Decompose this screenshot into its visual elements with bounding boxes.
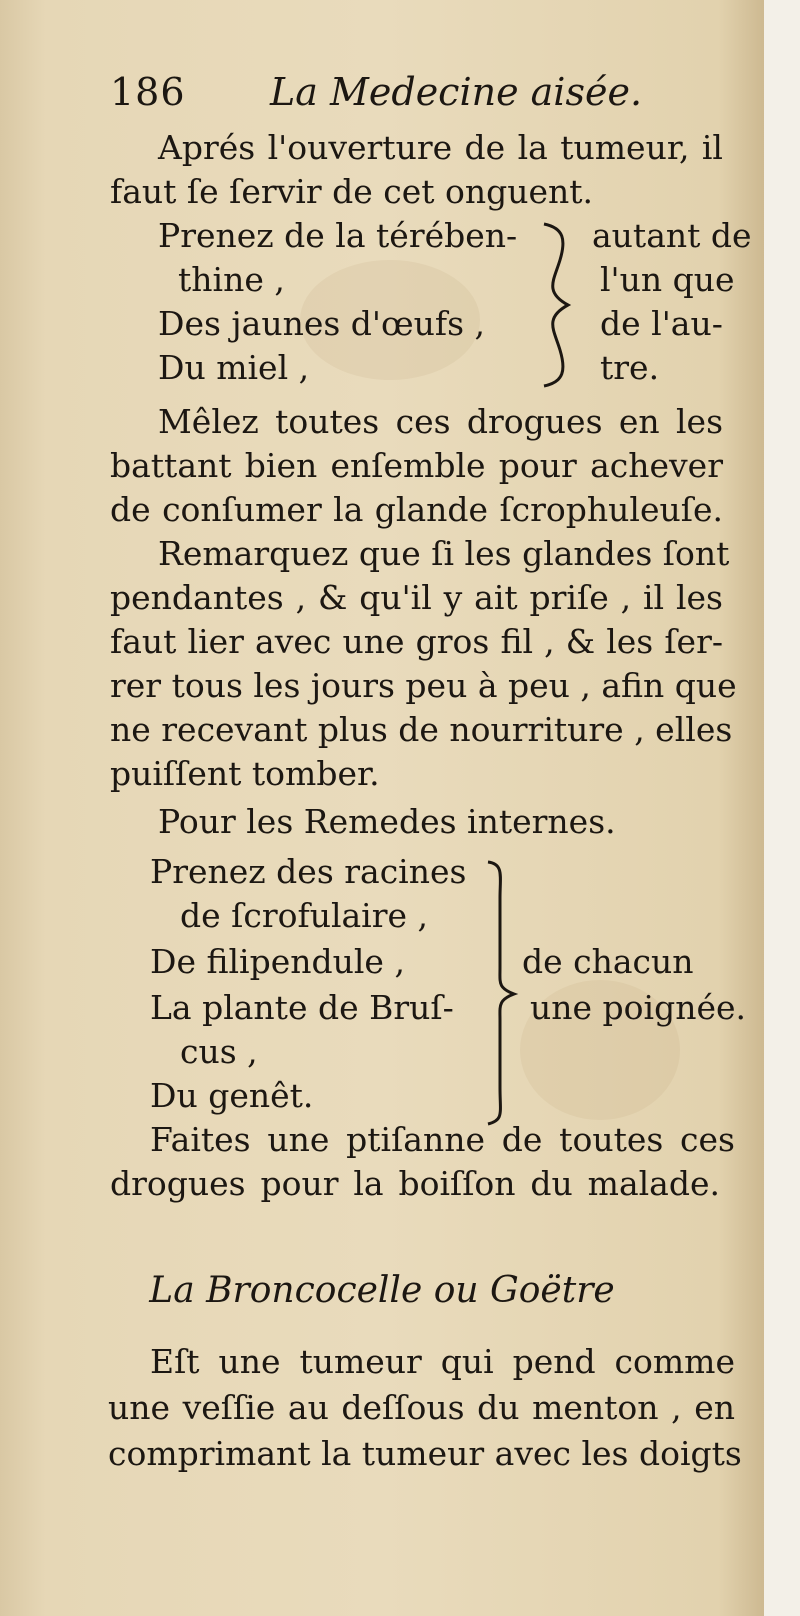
recipe-item: Des jaunes d'œufs , <box>158 304 485 343</box>
paragraph-line: comprimant la tumeur avec les doigts <box>108 1434 742 1473</box>
recipe-note: l'un que <box>600 260 735 299</box>
paragraph-line: Remarquez que ſi les glandes ſont <box>158 534 730 573</box>
recipe-item: La plante de Bruſ- <box>150 988 454 1027</box>
paragraph-line: Mêlez toutes ces drogues en les <box>158 402 723 441</box>
curly-brace-icon <box>484 858 524 1128</box>
paragraph-line: battant bien enſemble pour achever <box>110 446 723 485</box>
recipe-note: tre. <box>600 348 660 387</box>
section-title: La Broncocelle ou Goëtre <box>149 1270 615 1311</box>
paragraph-line: de conſumer la glande ſcrophuleuſe. <box>110 490 723 529</box>
recipe-item: Prenez de la térében- <box>158 216 518 255</box>
recipe-note: autant de <box>592 216 752 255</box>
intro-line: Aprés l'ouverture de la tumeur, il <box>158 128 723 167</box>
paragraph-line: pendantes , & qu'il y ait priſe , il les <box>110 578 723 617</box>
paragraph-line: Eſt une tumeur qui pend comme <box>150 1342 735 1381</box>
recipe-note: de chacun <box>522 942 694 981</box>
intro-line: faut ſe ſervir de cet onguent. <box>110 172 594 211</box>
recipe-item: De filipendule , <box>150 942 405 981</box>
recipe-item: de ſcrofulaire , <box>180 896 429 935</box>
paragraph-line: ne recevant plus de nourriture , elles <box>110 710 733 749</box>
page-number: 186 <box>110 70 186 114</box>
recipe-item: Du genêt. <box>150 1076 314 1115</box>
paragraph-line: rer tous les jours peu à peu , afin que <box>110 666 737 705</box>
curly-brace-icon <box>540 220 580 390</box>
paragraph-line: une veſſie au deſſous du menton , en <box>108 1388 735 1427</box>
recipe-item: cus , <box>180 1032 258 1071</box>
paragraph-line: Faites une ptiſanne de toutes ces <box>150 1120 735 1159</box>
section-subheading: Pour les Remedes internes. <box>158 802 616 841</box>
paragraph-line: drogues pour la boiſſon du malade. <box>110 1164 720 1203</box>
recipe-note: une poignée. <box>530 988 746 1027</box>
page-edge-margin <box>764 0 800 1616</box>
paragraph-line: puiſſent tomber. <box>110 754 380 793</box>
recipe-item: thine , <box>178 260 285 299</box>
recipe-item: Du miel , <box>158 348 310 387</box>
page-header <box>110 66 730 122</box>
recipe-note: de l'au- <box>600 304 723 343</box>
recipe-item: Prenez des racines <box>150 852 467 891</box>
running-title: La Medecine aisée. <box>270 70 643 114</box>
paragraph-line: faut lier avec une gros fil , & les ſer- <box>110 622 723 661</box>
